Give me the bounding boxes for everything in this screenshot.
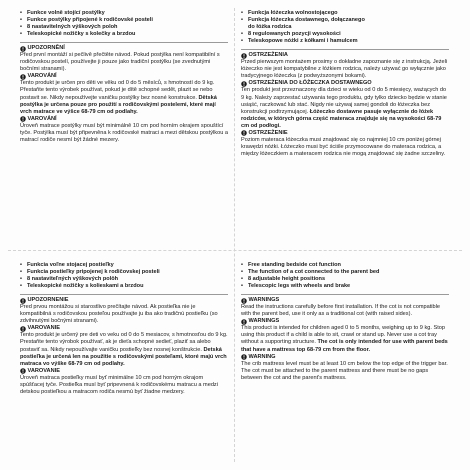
section-czech	[20, 10, 228, 144]
feature-item: • Teleskopické nožičky s kolečky a brzdou	[20, 31, 228, 38]
heading-text: VAROVANIE	[27, 325, 60, 332]
feature-item: • Funkce postýlky připojené k rodičovské posteli	[20, 17, 228, 24]
warning-heading	[20, 325, 228, 332]
warning-heading	[20, 45, 228, 52]
paragraph: Poziom materaca łóżeczka musi znajdować się co najmniej 10 cm poniżej górnej krawędzi nóżki. Łóżeczko musi być ściśle przymocowane do materaca rodzica, a między łóżeczkiem a materacem rodzica nie mogą znajdować się żadne szczeliny.	[241, 136, 446, 157]
feature-item: • Telescopic legs with wheels and brake	[241, 283, 449, 290]
paragraph: Úroveň matrace postýlky musí být minimálně 10 cm pod horním okrajem spouštící tyče. Postýlka musí být připevněna k rodičovské matraci a mezi dětskou postýlkou a matrací rodiče nesmí být žádné mezery.	[20, 122, 228, 143]
feature-item: • Free standing bedside cot function	[241, 262, 449, 269]
paragraph-text: Tento produkt je určený pre deti vo veku od 0 do 5 mesiacov, s hmotnosťou do 9 kg. Prestaňte tento výrobok používať, ak je dieťa schopné sedieť, plaziť sa alebo postaviť sa. Nikdy nepoužívajte vaničku postieľky bez nosnej konštrukcie.	[20, 332, 228, 353]
feature-list-sk	[20, 262, 228, 290]
feature-list-cz	[20, 10, 228, 38]
feature-item: • 8 adjustable height positions	[241, 276, 449, 283]
heading-text: UPOZORNENIE	[27, 297, 69, 304]
paragraph-text: Tento produkt je určen pro děti ve věku od 0 do 5 měsíců, s hmotností do 9 kg. Přestaňte tento výrobek používat, pokud je dítě schopné sedět, plazit se nebo postavit se. Nikdy nepoužívejte vaničku postýlky bez nosné konstrukce.	[20, 80, 215, 101]
warning-icon	[241, 298, 247, 304]
feature-line: do łóżka rodzica	[248, 24, 292, 31]
warning-heading	[241, 80, 449, 87]
paragraph-text: Ten produkt jest przeznaczony dla dzieci w wieku od 0 do 5 miesięcy, ważących do 9 kg. Należy zaprzestać używania tego produktu, gdy tylko dziecko będzie w stanie usiąść, raczkować lub stać. Nigdy nie używaj samej gondoli do łóżeczka bez konstrukcji podtrzymującej.	[241, 87, 447, 115]
paragraph	[241, 87, 449, 129]
paragraph: Úroveň matraca postieľky musí byť minimálne 10 cm pod horným okrajom spúšťacej tyče. Postieľka musí byť pripevnená k rodičovskému matracu a medzi detskou postieľkou a matracom rodiča nesmú byť žiadne medzery.	[20, 374, 218, 395]
feature-item: • Funkcia postieľky pripojenej k rodičovskej posteli	[20, 269, 228, 276]
paragraph: The crib mattress level must be at least 10 cm below the top edge of the trigger bar. The cot must be attached to the parent mattress and there must be no gaps between the cot and the parent's mattress.	[241, 360, 448, 381]
paragraph: Przed pierwszym montażem prosimy o dokładne zapoznanie się z instrukcją. Jeżeli łóżeczko nie jest kompatybilne z łóżkiem rodzica, należy używać go wyłącznie jako tradycyjnego łóżeczka (z podwyższonymi bokami).	[241, 59, 448, 80]
warning-heading	[241, 52, 449, 59]
separator-rule	[20, 294, 228, 295]
feature-item: • Teleskopické nožičky s kolieskami a brzdou	[20, 283, 228, 290]
heading-text: OSTRZEŻENIA	[248, 52, 288, 59]
warning-icon	[241, 81, 247, 87]
warning-heading	[241, 297, 449, 304]
heading-text: UPOZORNĚNÍ	[27, 45, 65, 52]
feature-item: • Teleskopowe nóżki z kółkami i hamulcem	[241, 38, 449, 45]
separator-rule	[20, 42, 228, 43]
heading-text: VAROVANIE	[27, 367, 60, 374]
heading-text: WARNINGS	[248, 297, 280, 304]
warning-icon	[241, 130, 247, 136]
warning-heading	[20, 297, 228, 304]
feature-list-pl	[241, 10, 449, 45]
warning-icon	[20, 74, 26, 80]
paragraph-bold: The cot is only intended for use with parent beds that have a mattress top 68-79 cm from the floor.	[241, 339, 448, 353]
warning-icon	[20, 368, 26, 374]
heading-text: WARNING	[248, 353, 276, 360]
paragraph	[241, 325, 449, 353]
row-divider	[8, 250, 462, 251]
warning-heading	[241, 130, 449, 137]
paragraph	[20, 80, 228, 115]
paragraph-bold: Detská postieľka je určená len na použitie s rodičovskými posteľami, ktoré majú vrch matraca vo výške 68-79 cm od podlahy.	[20, 346, 227, 367]
section-slovak	[20, 262, 228, 396]
heading-text: VAROVÁNÍ	[27, 115, 57, 122]
warning-icon	[20, 116, 26, 122]
feature-item: • 8 nastavitelných výškových poloh	[20, 24, 228, 31]
separator-rule	[241, 49, 449, 50]
heading-text: OSTRZEŻENIA DO ŁÓŻECZKA DOSTAWNEGO	[248, 80, 372, 87]
warning-icon	[20, 46, 26, 52]
heading-text: WARNINGS	[248, 318, 280, 325]
feature-item: • Funkce volně stojící postýlky	[20, 10, 228, 17]
warning-icon	[241, 354, 247, 360]
warning-icon	[241, 319, 247, 325]
paragraph-text: This product is intended for children aged 0 to 5 months, weighing up to 9 kg. Stop using this product if a child is able to sit, crawl or stand up. Never use a cot tray without a supporting structure.	[241, 325, 445, 346]
feature-item: • 8 regulowanych pozycji wysokości	[241, 31, 449, 38]
feature-item: • Funkcja łóżeczka wolnostojącego	[241, 10, 449, 17]
section-polish	[241, 10, 449, 158]
paragraph-bold: Dětská postýlka je určena pouze pro použití s rodičovskými postelemi, které mají vrch matrace ve výšce 68-79 cm od podlahy.	[20, 94, 217, 115]
feature-item: • 8 nastaviteľných výškových polôh	[20, 276, 228, 283]
feature-item: • The function of a cot connected to the parent bed	[241, 269, 449, 276]
paragraph: Pred prvou montážou si starostlivo prečítajte návod. Ak postieľka nie je kompatibilná s rodičovskou posteľou používajte ju iba ako tradičnú postieľku (so zdvihnutými bočnými stranami).	[20, 304, 218, 325]
separator-rule	[241, 294, 449, 295]
warning-heading	[241, 354, 449, 361]
warning-heading	[241, 318, 449, 325]
feature-item: • Funkcia voľne stojacej postieľky	[20, 262, 228, 269]
section-english	[241, 262, 449, 382]
paragraph: Read the instructions carefully before first installation. If the cot is not compatible with the parent bed, use it only as a traditional cot (with raised sides).	[241, 304, 440, 318]
warning-heading	[20, 368, 228, 375]
heading-text: OSTRZEŻENIE	[248, 129, 288, 136]
paragraph: Před první montáží si pečlivě přečtěte návod. Pokud postýlka není kompatibilní s rodičovskou postelí, používejte ji pouze jako tradiční postýlku (se zvednutými bočními stranami).	[20, 52, 220, 73]
paragraph-bold: Łóżeczko dostawne pasuje wyłącznie do łóżek rodziców, w których górna część materaca znajduje się na wysokości 68-79 cm od podłogi.	[241, 108, 442, 129]
warning-icon	[20, 326, 26, 332]
feature-list-en	[241, 262, 449, 290]
heading-text: VAROVÁNÍ	[27, 73, 57, 80]
warning-icon	[241, 53, 247, 59]
warning-icon	[20, 298, 26, 304]
feature-line: • Funkcja łóżeczka dostawnego, dołączanego	[248, 17, 365, 24]
paragraph	[20, 332, 228, 367]
feature-item	[241, 17, 449, 31]
column-divider	[234, 8, 235, 462]
warning-heading	[20, 116, 228, 123]
